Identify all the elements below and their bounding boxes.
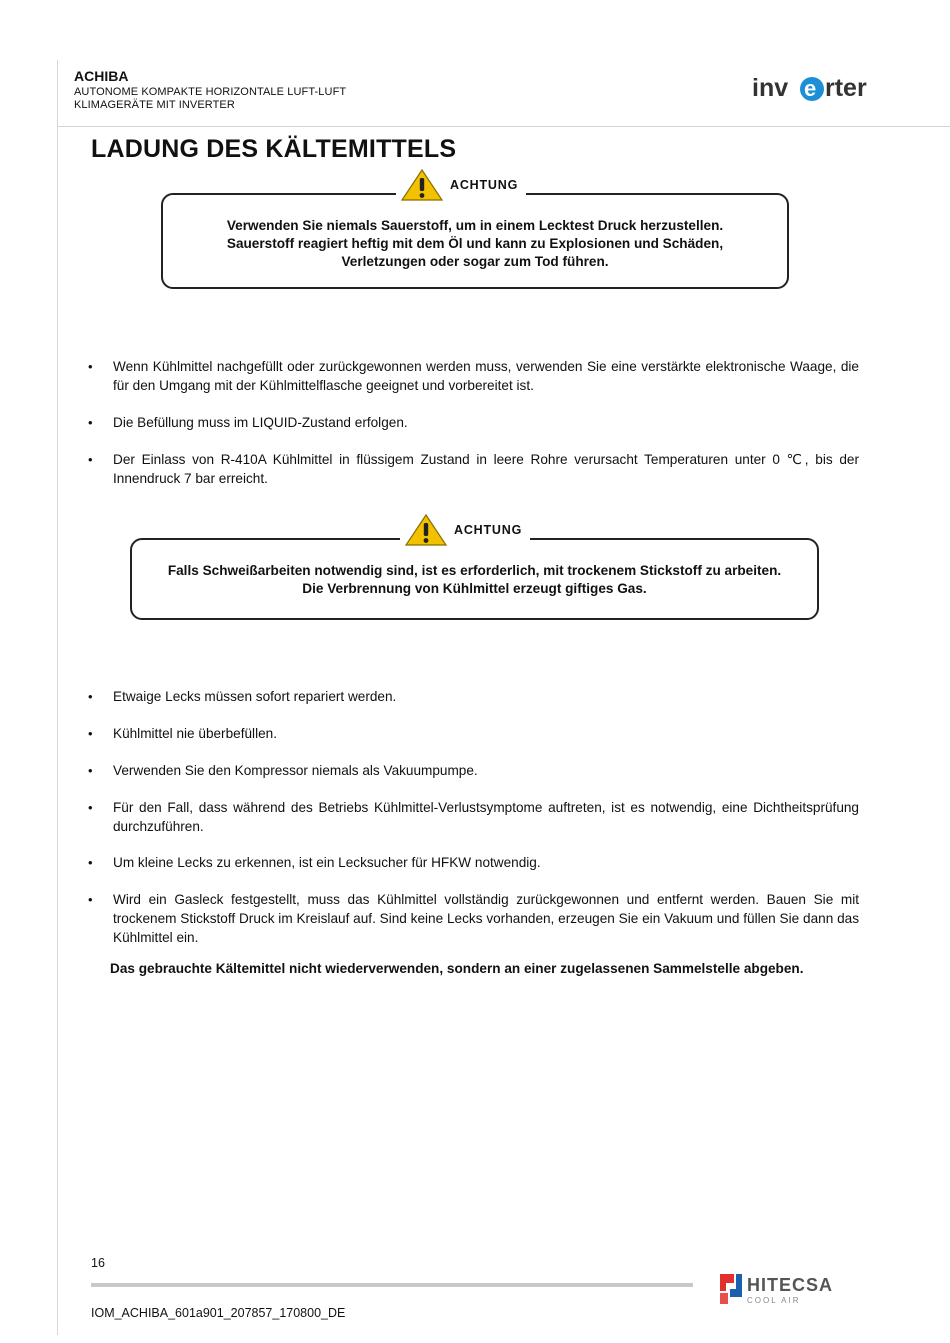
hitecsa-logo-tagline: COOL AIR	[747, 1296, 801, 1305]
inverter-logo-text-e: e	[804, 76, 817, 101]
list-item: Verwenden Sie den Kompressor niemals als Vakuumpumpe.	[113, 763, 478, 778]
warning2-line2: Die Verbrennung von Kühlmittel erzeugt giftiges Gas.	[302, 581, 647, 596]
bullet-dot-icon: •	[88, 415, 93, 430]
warning2-line1: Falls Schweißarbeiten notwendig sind, ist es erforderlich, mit trockenem Stickstoff zu arbeiten.	[167, 563, 782, 578]
warning-triangle-icon	[404, 513, 448, 547]
inverter-logo	[752, 74, 884, 104]
warning-box-1	[161, 193, 789, 289]
header-subtitle-line2: KLIMAGERÄTE MIT INVERTER	[74, 99, 235, 111]
bullet-dot-icon: •	[88, 800, 93, 815]
page-title: LADUNG DES KÄLTEMITTELS	[91, 135, 457, 163]
bullet-dot-icon: •	[88, 892, 93, 907]
list-item: Wird ein Gasleck festgestellt, muss das Kühlmittel vollständig zurückgewonnen und entfernt werden. Bauen Sie mit trockenem Stickstoff Druck im Kreislauf auf. Sind keine Lecks vorhanden, erzeugen Sie ein Vakuum und füllen Sie dann das Kühlmittel ein.	[113, 892, 859, 945]
warning-triangle-icon	[400, 168, 444, 202]
page-number: 16	[91, 1256, 105, 1270]
document-id: IOM_ACHIBA_601a901_207857_170800_DE	[91, 1306, 346, 1320]
hitecsa-logo	[716, 1271, 866, 1307]
hitecsa-logo-name: HITECSA	[747, 1275, 834, 1295]
list-item: Für den Fall, dass während des Betriebs Kühlmittel-Verlustsymptome auftreten, ist es notwendig, eine Dichtheitsprüfung durchzuführen.	[113, 800, 859, 834]
list-item: Wenn Kühlmittel nachgefüllt oder zurückgewonnen werden muss, verwenden Sie eine verstärkte elektronische Waage, die für den Umgang mit der Kühlmittelflasche geeignet und vorbereitet ist.	[113, 359, 859, 393]
bullet-dot-icon: •	[88, 763, 93, 778]
final-note: Das gebrauchte Kältemittel nicht wiederverwenden, sondern an einer zugelassenen Sammelstelle abgeben.	[110, 961, 804, 976]
bullet-dot-icon: •	[88, 359, 93, 374]
header-rule	[57, 126, 950, 127]
header-subtitle-line1: AUTONOME KOMPAKTE HORIZONTALE LUFT-LUFT	[74, 86, 347, 98]
warning1-line1: Verwenden Sie niemals Sauerstoff, um in einem Lecktest Druck herzustellen.	[226, 218, 724, 233]
inverter-logo-text-b: rter	[825, 74, 867, 102]
list-item: Kühlmittel nie überbefüllen.	[113, 726, 277, 741]
warning2-label-text: ACHTUNG	[454, 523, 523, 537]
bullet-dot-icon: •	[88, 452, 93, 467]
header-brand: ACHIBA	[74, 68, 129, 84]
bullet-dot-icon: •	[88, 689, 93, 704]
list-item: Etwaige Lecks müssen sofort repariert werden.	[113, 689, 397, 704]
footer-bar	[91, 1283, 693, 1287]
left-margin-rule	[57, 60, 58, 1335]
warning1-label	[396, 168, 526, 202]
warning1-line2: Sauerstoff reagiert heftig mit dem Öl und kann zu Explosionen und Schäden,	[226, 236, 724, 251]
inverter-logo-text-a: inv	[752, 74, 789, 102]
warning1-label-text: ACHTUNG	[450, 178, 519, 192]
bullet-dot-icon: •	[88, 855, 93, 870]
bullet-dot-icon: •	[88, 726, 93, 741]
warning-box-2	[130, 538, 819, 620]
warning2-label	[400, 513, 530, 547]
list-item: Der Einlass von R-410A Kühlmittel in flüssigem Zustand in leere Rohre verursacht Temperaturen unter 0 ℃, bis der Innendruck 7 bar erreicht.	[113, 452, 859, 486]
warning1-line3: Verletzungen oder sogar zum Tod führen.	[341, 254, 609, 269]
list-item: Um kleine Lecks zu erkennen, ist ein Lecksucher für HFKW notwendig.	[113, 855, 541, 870]
hitecsa-emblem-icon	[720, 1274, 742, 1304]
list-item: Die Befüllung muss im LIQUID-Zustand erfolgen.	[113, 415, 408, 430]
